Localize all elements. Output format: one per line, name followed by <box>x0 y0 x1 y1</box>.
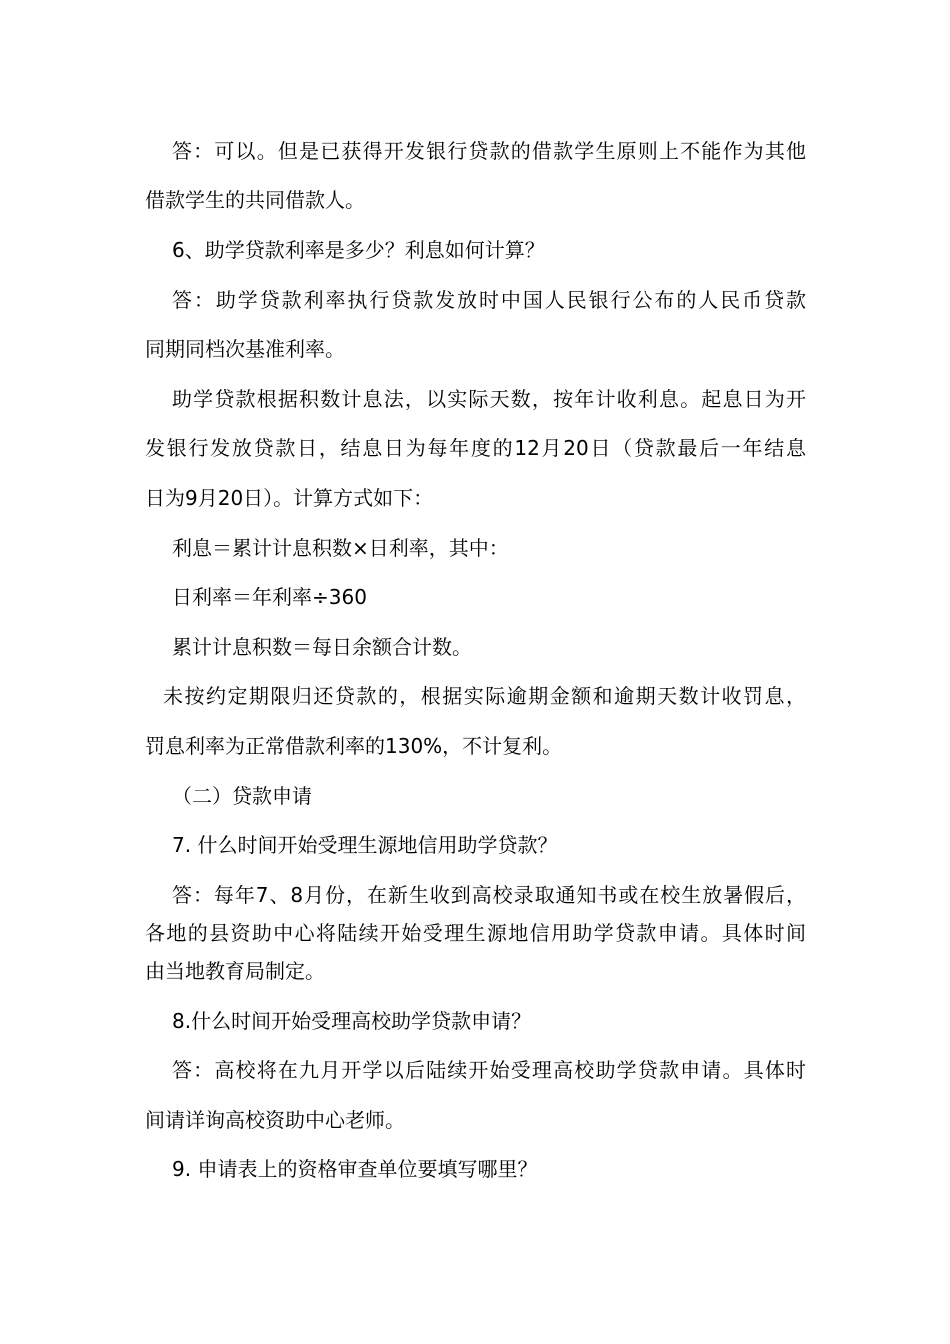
formula-line: 日利率＝年利率÷360 <box>172 585 367 609</box>
question-heading: 9. 申请表上的资格审查单位要填写哪里？ <box>172 1157 538 1181</box>
question-heading: 7. 什么时间开始受理生源地信用助学贷款？ <box>172 833 558 857</box>
paragraph-line: 由当地教育局制定。 <box>145 959 325 983</box>
question-heading: 8.什么时间开始受理高校助学贷款申请？ <box>172 1009 532 1033</box>
paragraph-line: 间请详询高校资助中心老师。 <box>145 1108 405 1132</box>
paragraph-line: 同期同档次基准利率。 <box>145 337 345 361</box>
paragraph-line: 罚息利率为正常借款利率的130%，不计复利。 <box>145 734 563 758</box>
formula-line: 利息＝累计计息积数×日利率，其中： <box>172 536 509 560</box>
paragraph-line: 答：每年7、8月份，在新生收到高校录取通知书或在校生放暑假后， <box>172 883 806 907</box>
paragraph-line: 未按约定期限归还贷款的，根据实际逾期金额和逾期天数计收罚息， <box>163 684 806 708</box>
paragraph-line: 发银行发放贷款日，结息日为每年度的12月20日（贷款最后一年结息 <box>145 436 806 460</box>
paragraph-line: 借款学生的共同借款人。 <box>145 188 365 212</box>
formula-line: 累计计息积数＝每日余额合计数。 <box>172 635 472 659</box>
question-heading: 6、助学贷款利率是多少？利息如何计算？ <box>172 238 545 262</box>
paragraph-line: 日为9月20日）。计算方式如下： <box>145 486 434 510</box>
paragraph-line: 答：高校将在九月开学以后陆续开始受理高校助学贷款申请。具体时 <box>172 1058 806 1082</box>
paragraph-line: 各地的县资助中心将陆续开始受理生源地信用助学贷款申请。具体时间 <box>145 921 806 945</box>
paragraph-line: 助学贷款根据积数计息法，以实际天数，按年计收利息。起息日为开 <box>172 387 806 411</box>
section-heading: （二）贷款申请 <box>172 784 312 808</box>
paragraph-line: 答：可以。但是已获得开发银行贷款的借款学生原则上不能作为其他 <box>172 139 806 163</box>
paragraph-line: 答：助学贷款利率执行贷款发放时中国人民银行公布的人民币贷款 <box>172 288 806 312</box>
